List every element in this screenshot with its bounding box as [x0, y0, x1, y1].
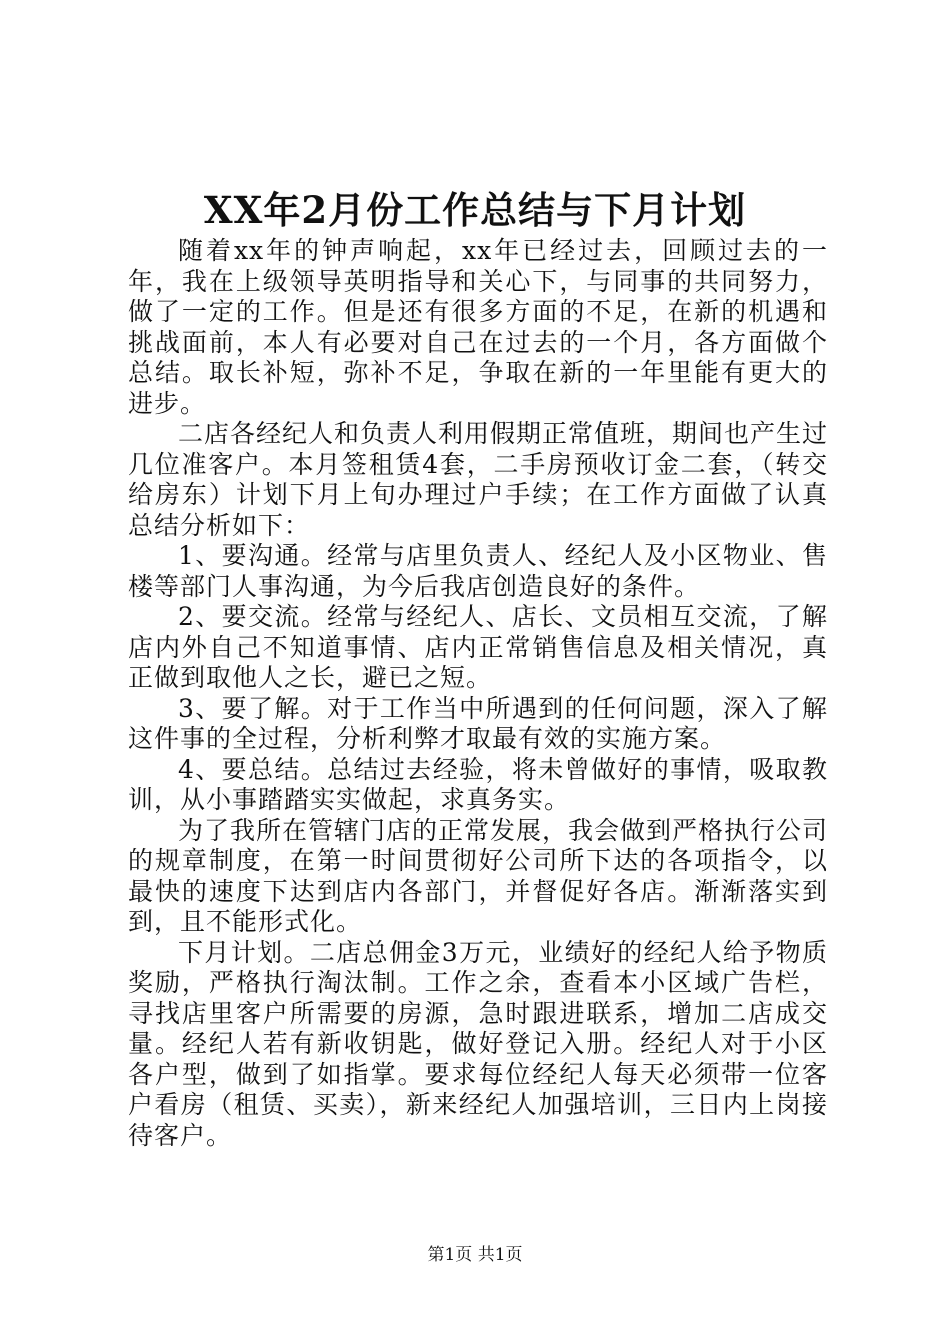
paragraph-point-exchange: 2、要交流。经常与经纪人、店长、文员相互交流，了解店内外自己不知道事情、店内正常销售信息及相关情况，真正做到取他人之长，避已之短。: [128, 602, 828, 692]
paragraph-intro: 随着xx年的钟声响起，xx年已经过去，回顾过去的一年，我在上级领导英明指导和关心下，与同事的共同努力，做了一定的工作。但是还有很多方面的不足，在新的机遇和挑战面前，本人有必要对自己在过去的一个月，各方面做个总结。取长补短，弥补不足，争取在新的一年里能有更大的进步。: [128, 236, 828, 418]
paragraph-point-communicate: 1、要沟通。经常与店里负责人、经纪人及小区物业、售楼等部门人事沟通，为今后我店创造良好的条件。: [128, 541, 828, 601]
paragraph-store-development: 为了我所在管辖门店的正常发展，我会做到严格执行公司的规章制度，在第一时间贯彻好公司所下达的各项指令，以最快的速度下达到店内各部门，并督促好各店。渐渐落实到到，且不能形式化。: [128, 815, 829, 936]
document-title: XX年2月份工作总结与下月计划: [203, 188, 747, 232]
paragraph-next-month-plan: 下月计划。二店总佣金3万元，业绩好的经纪人给予物质奖励，严格执行淘汰制。工作之余，查看本小区域广告栏，寻找店里客户所需要的房源，急时跟进联系，增加二店成交量。经纪人若有新收钥匙，做好登记入册。经纪人对于小区各户型，做到了如指掌。要求每位经纪人每天必须带一位客户看房（租赁、买卖），新来经纪人加强培训，三日内上岗接待客户。: [128, 937, 828, 1150]
paragraph-store-summary: 二店各经纪人和负责人利用假期正常值班，期间也产生过几位准客户。本月签租赁4套，二手房预收订金二套，（转交给房东）计划下月上旬办理过户手续；在工作方面做了认真总结分析如下：: [128, 419, 829, 540]
paragraph-point-understand: 3、要了解。对于工作当中所遇到的任何问题，深入了解这件事的全过程，分析利弊才取最有效的实施方案。: [128, 693, 828, 753]
page-footer: 第1页 共1页: [427, 1245, 523, 1265]
paragraph-point-summarize: 4、要总结。总结过去经验，将未曾做好的事情，吸取教训，从小事踏踏实实做起，求真务实。: [128, 754, 828, 814]
document-body: [128, 236, 828, 1151]
